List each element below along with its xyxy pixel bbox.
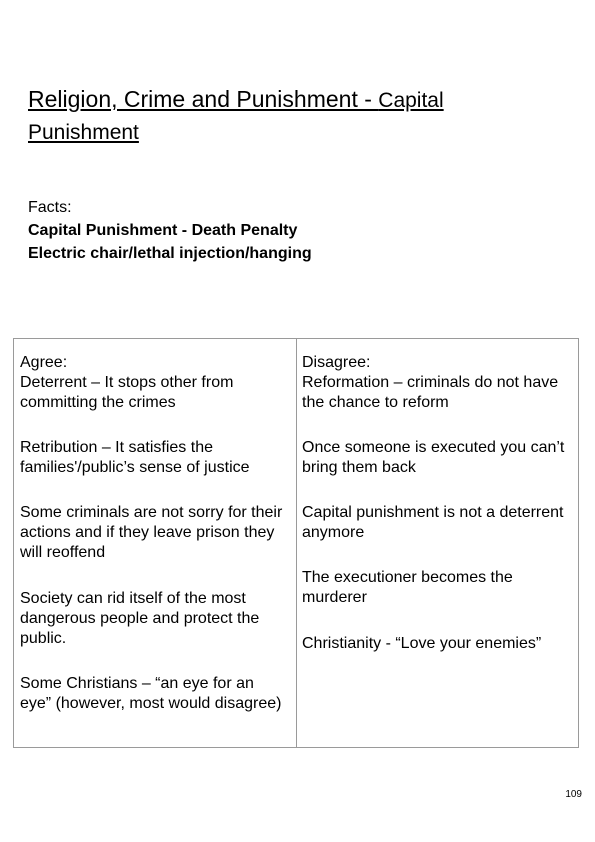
title-sub-capital: Capital (378, 89, 444, 112)
facts-line-1: Capital Punishment - Death Penalty (28, 222, 298, 239)
title-sub-punishment: Punishment (28, 121, 139, 144)
agree-item-reoffend: Some criminals are not sorry for their actions and if they leave prison they will reoffend (20, 504, 283, 561)
page-title (28, 84, 578, 148)
disagree-heading: Disagree: (302, 354, 371, 371)
facts-label: Facts: (28, 199, 72, 216)
table-column-divider (296, 338, 297, 748)
agree-item-deterrent: Deterrent – It stops other from committing the crimes (20, 374, 234, 411)
disagree-item-not-deterrent: Capital punishment is not a deterrent anymore (302, 504, 564, 541)
agree-item-eye-for-eye: Some Christians – “an eye for an eye” (however, most would disagree) (20, 675, 282, 712)
disagree-item-executioner: The executioner becomes the murderer (302, 569, 513, 606)
page-number: 109 (565, 789, 582, 800)
title-main: Religion, Crime and Punishment - (28, 86, 379, 112)
disagree-item-irreversible: Once someone is executed you can’t bring them back (302, 439, 565, 476)
agree-item-protect-public: Society can rid itself of the most dangerous people and protect the public. (20, 590, 260, 647)
facts-section (28, 196, 568, 265)
agree-item-retribution: Retribution – It satisfies the families'/public’s sense of justice (20, 439, 250, 476)
disagree-item-reformation: Reformation – criminals do not have the chance to reform (302, 374, 559, 411)
disagree-item-love-enemies: Christianity - “Love your enemies” (302, 635, 542, 652)
agree-heading: Agree: (20, 354, 68, 371)
facts-line-2: Electric chair/lethal injection/hanging (28, 245, 312, 262)
